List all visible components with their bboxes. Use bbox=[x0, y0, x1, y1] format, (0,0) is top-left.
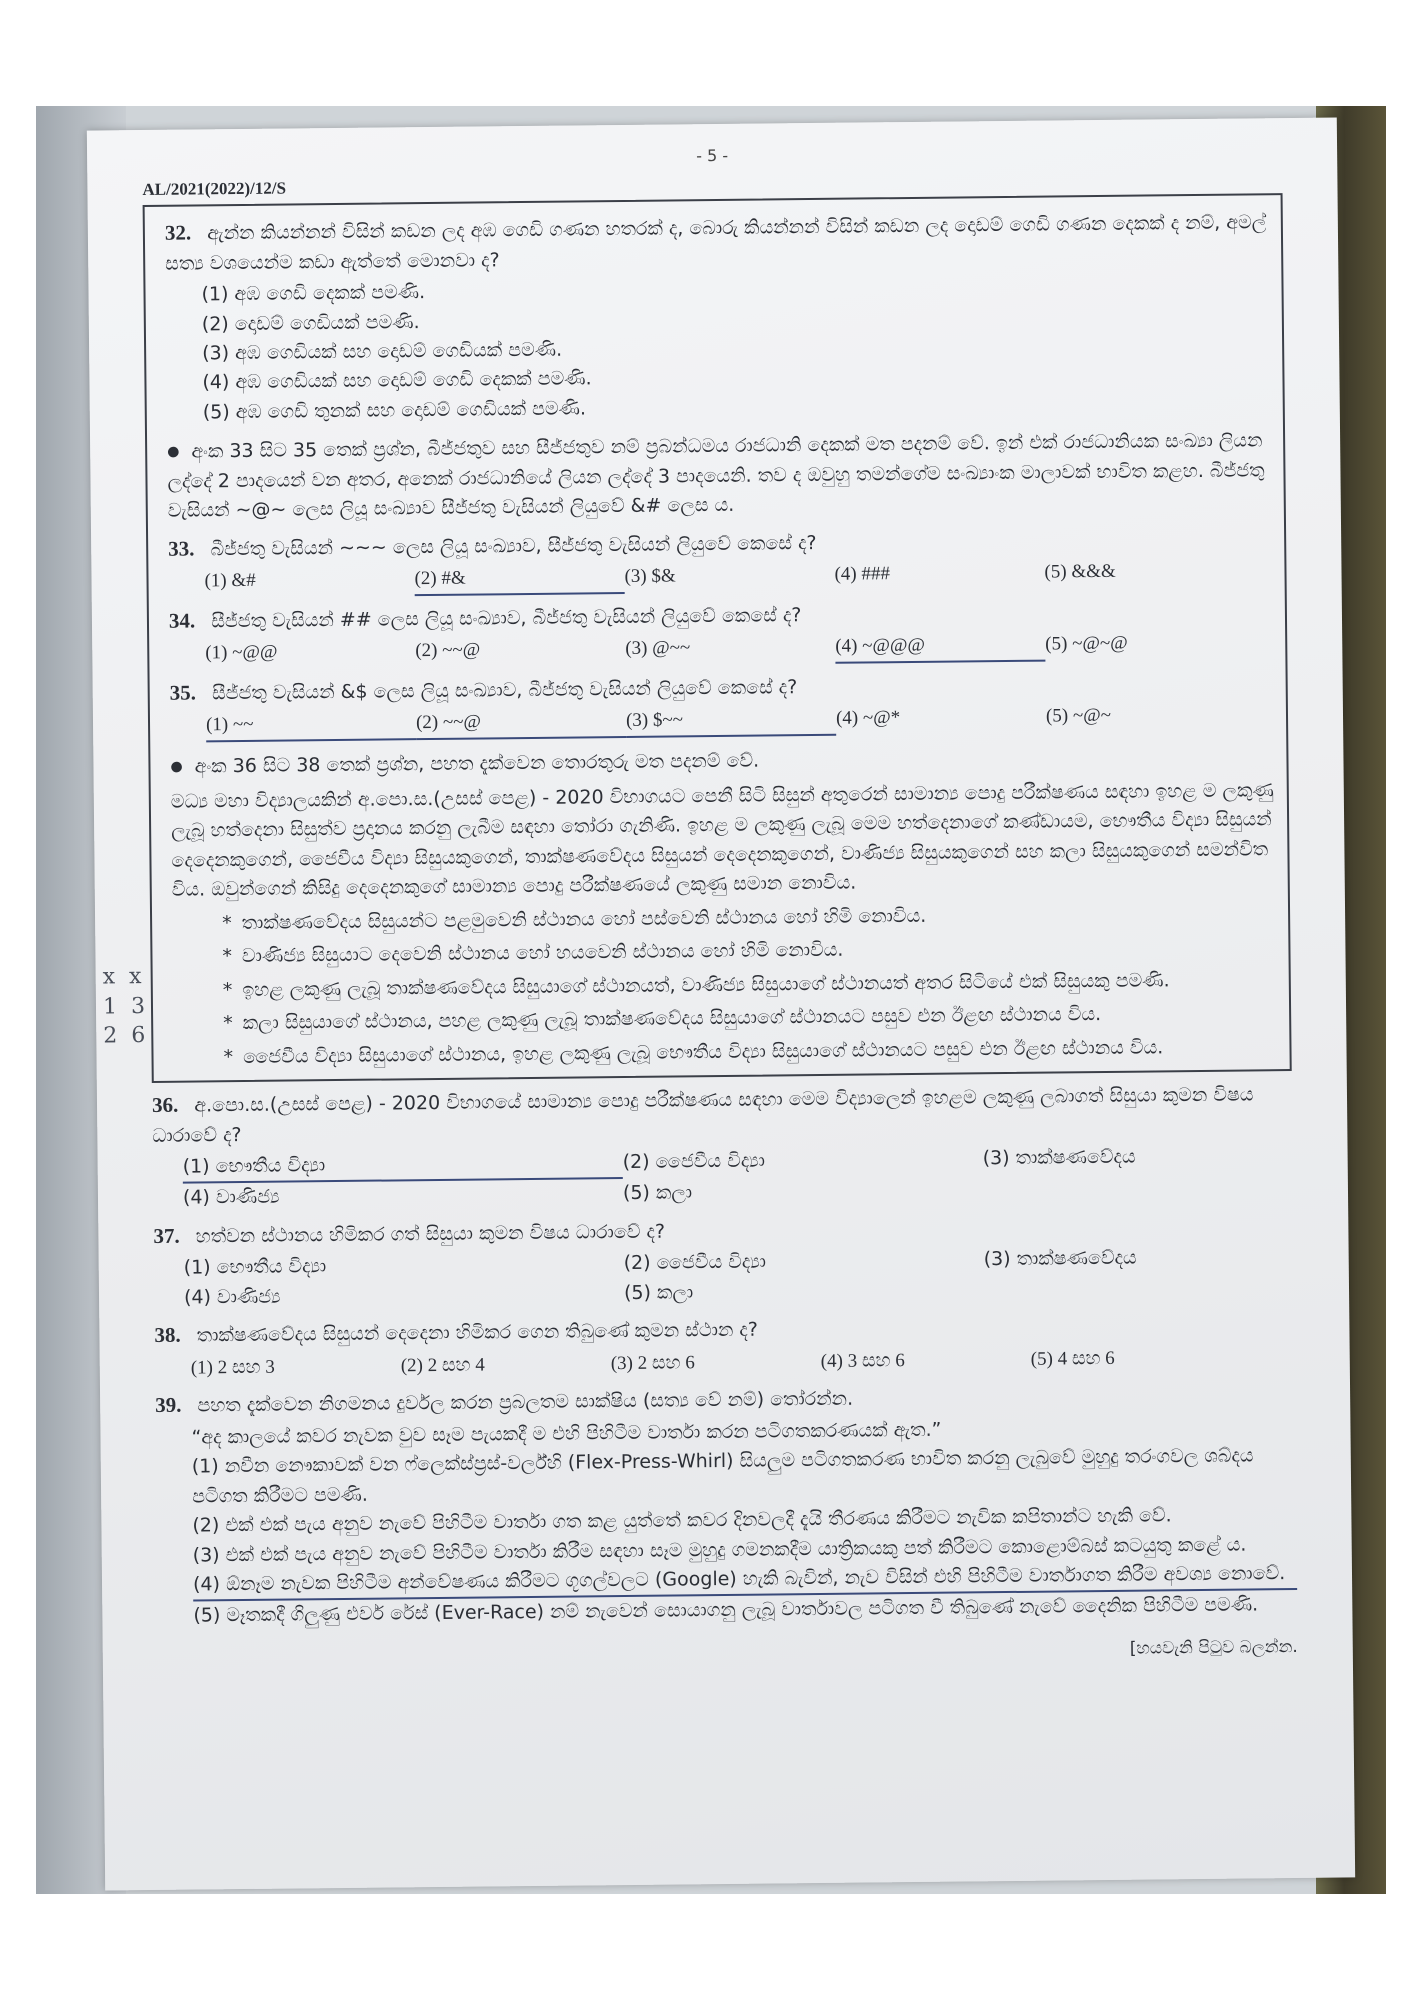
question-number: 34. bbox=[168, 608, 196, 633]
margin-note: 1 bbox=[102, 994, 118, 1020]
question-text: අ.පො.ස.(උසස් පෙළ) - 2020 විභාගයේ සාමාන්‍ය පොදු පරීක්ෂණය සඳහා මෙම විද්‍යාලෙන් ඉහළම ලකුණු ලබාගත් සිසුයා කුමන විෂය ධාරාවේ ද? bbox=[152, 1083, 1254, 1147]
question-number: 36. bbox=[151, 1092, 179, 1117]
question-number: 33. bbox=[168, 536, 195, 561]
option: (3) @~~ bbox=[625, 637, 691, 660]
instruction-36-38: ● අංක 36 සිට 38 තෙක් ප්‍රශ්න, පහත දැක්වෙන තොරතුරු මත පදනම් වේ. bbox=[170, 741, 1276, 782]
option: (2) ~~@ bbox=[416, 706, 626, 740]
option: (2) 2 සහ 4 bbox=[400, 1354, 485, 1377]
option: (5) &&& bbox=[1044, 561, 1116, 583]
questions-frame bbox=[143, 193, 1292, 1083]
option: (1) නවීන නෞකාවක් වන ෆ්ලෙක්ස්ප්‍රස්-වර්ල්හි (Flex-Press-Whirl) සියලුම පටිගතකරණ භාවිත කරනු ලැබුවේ මුහුදු තරංගවල ශබ්දය පටිගත කිරීමට පමණි. bbox=[191, 1444, 1254, 1508]
option: (1) 2 සහ 3 bbox=[190, 1356, 275, 1379]
option: (2) දොඩම් ගෙඩියක් පමණි. bbox=[201, 310, 420, 335]
conclusion-quote: “අද කාලයේ කවර නැවක වුව සෑම පැයකදී ම එහි පිහිටීම වාර්තා කරන පටිගතකරණයක් ඇත.” bbox=[191, 1418, 942, 1449]
condition: * තාක්ෂණවේදය සිසුයන්ට පළමුවෙනි ස්ථානය හෝ පස්වෙනි ස්ථානය හෝ හිමි නොවිය. bbox=[222, 898, 1278, 938]
question-36 bbox=[152, 1077, 1293, 1151]
margin-note: 2 bbox=[103, 1023, 118, 1049]
option: (1) ~~ bbox=[206, 708, 416, 742]
option: (1) ~@@ bbox=[205, 641, 278, 664]
option: (1) භෞතීය විද්‍යා bbox=[183, 1148, 623, 1184]
option: (2) ~~@ bbox=[415, 639, 481, 662]
lower-questions bbox=[152, 1077, 1298, 1672]
option: (4) ### bbox=[834, 563, 891, 585]
handwritten-margin-notes bbox=[103, 962, 184, 1052]
condition: * වාණිජ්‍ය සිසුයාට දෙවෙනි ස්ථානය හෝ හයවෙනි ස්ථානය හෝ හිමි නොවිය. bbox=[222, 931, 1278, 971]
option: (4) වාණිජ්‍ය bbox=[182, 1186, 280, 1210]
margin-note: x bbox=[128, 964, 142, 990]
page-number: - 5 - bbox=[696, 145, 729, 166]
question-text: තාක්ෂණවේදය සිසුයන් දෙදෙනා හිමිකර ගෙන තිබුණේ කුමන ස්ථාන ද? bbox=[196, 1318, 758, 1347]
option: (5) මෑතකදී ගිලුණු එවර් රේස් (Ever-Race) නම් නැවෙන් සොයාගනු ලැබූ වාර්තාවල පටිගත වී තිබුණේ නැවේ දෛනික පිහිටීම පමණි. bbox=[193, 1593, 1259, 1627]
option: (1) අඹ ගෙඩි දෙකක් පමණි. bbox=[201, 281, 426, 306]
option: (4) වාණිජ්‍ය bbox=[183, 1285, 281, 1309]
option: (5) ~@~@ bbox=[1045, 632, 1128, 655]
question-text: හත්වන ස්ථානය හිමිකර ගත් සිසුයා කුමන විෂය ධාරාවේ ද? bbox=[195, 1220, 666, 1248]
option: (3) 2 සහ 6 bbox=[610, 1352, 695, 1374]
option: (4) ඕනෑම නැවක පිහිටීම අන්වේෂණය කිරීමට ගූගල්වලට (Google) හැකි බැවින්, නැව විසින් එහි පිහිටීම වාර්තාගත කිරීම අවශ්‍ය නොවේ. bbox=[193, 1559, 1297, 1602]
option: (2) ජෛවීය විද්‍යා bbox=[622, 1149, 766, 1173]
condition: * කලා සිසුයාගේ ස්ථානය, පහළ ලකුණු ලැබූ තාක්ෂණවේදය සිසුයාගේ ස්ථානයට පසුව එන ඊළඟ ස්ථානය විය. bbox=[223, 998, 1279, 1038]
option: (3) $& bbox=[624, 565, 676, 588]
option: (2) #& bbox=[414, 562, 624, 596]
option: (1) &# bbox=[204, 570, 256, 592]
page-content bbox=[102, 138, 1298, 1672]
option: (2) ජෛවීය විද්‍යා bbox=[623, 1250, 767, 1275]
option: (3) තාක්ෂණවේදය bbox=[983, 1247, 1137, 1271]
option: (3) අඹ ගෙඩියක් සහ දොඩම් ගෙඩියක් පමණි. bbox=[202, 338, 563, 365]
question-text: බීජ්ජතු වැසියන් ~~~ ලෙස ලියූ සංඛ්‍යාව, සීජ්ජතු වැසියන් ලියුවේ කෙසේ ද? bbox=[210, 531, 817, 560]
paper-code: AL/2021(2022)/12/S bbox=[142, 178, 287, 199]
option: (4) ~@@@ bbox=[835, 630, 1045, 664]
option: (2) එක් එක් පැය අනුව නැවේ පිහිටීම වාර්තා ගත කළ යුත්තේ කවර දිනවලදී දැයි තීරණය කිරීමට නැවික කපිතාන්ට හැකි වේ. bbox=[192, 1504, 1172, 1537]
options-grid bbox=[183, 1141, 1294, 1213]
option: (5) කලා bbox=[623, 1281, 694, 1304]
scenario-paragraph: මධ්‍ය මහා විද්‍යාලයකින් අ.පො.ස.(උසස් පෙළ) - 2020 විභාගයට පෙනී සිටි සිසුන් අතුරෙන් සාමාන්‍ය පොදු පරීක්ෂණය සඳහා ඉහළ ම ලකුණු ලැබූ හත්දෙනා සිසුත්ව ප්‍රදානය කරනු ලැබීම සඳහා තෝරා ගැනිණි. ඉහළ ම ලකුණු ලැබූ මෙම හත්දෙනාගේ කණ්ඩායම, භෞතීය විද්‍යා සිසුයන් දෙදෙනකුගෙන්, ජෛවීය විද්‍යා සිසුයකුගෙන්, තාක්ෂණවේදය සිසුයන් දෙදෙනකුගෙන්, වාණිජ්‍ය සිසුයකුගෙන් සහ කලා සිසුයකුගෙන් සමන්විත විය. ඔවුන්ගෙන් කිසිදු දෙදෙනකුගේ සාමාන්‍ය පොදු පරීක්ෂණයේ ලකුණු සමාන නොවිය. bbox=[170, 779, 1274, 902]
option: (4) අඹ ගෙඩියක් සහ දොඩම් ගෙඩි දෙකක් පමණි. bbox=[202, 367, 592, 394]
question-32 bbox=[165, 205, 1272, 279]
question-text: පහත දැක්වෙන නිගමනය දුර්වල කරන ප්‍රබලතම සාක්ෂිය (සත්‍ය වේ නම්) තෝරන්න. bbox=[197, 1387, 854, 1417]
option: (4) 3 සහ 6 bbox=[820, 1349, 905, 1372]
question-text: සීජ්ජතු වැසියන් &$ ලෙස ලියූ සංඛ්‍යාව, බීජ්ජතු වැසියන් ලියුවේ කෙසේ ද? bbox=[211, 675, 798, 704]
next-page-note: [හයවැනි පිටුව බලන්න. bbox=[1129, 1636, 1298, 1659]
margin-note: 3 bbox=[130, 993, 146, 1019]
option: (3) තාක්ෂණවේදය bbox=[982, 1145, 1136, 1170]
question-text: ඇන්න කියන්නන් විසින් කඩන ලද අඹ ගෙඩි ගණන හතරක් ද, බොරු කියන්නන් විසින් කඩන ලද දොඩම් ගෙඩි ගණන දෙකක් ද නම්, අමල් සත්‍ය වශයෙන්ම කඩා ඇත්තේ මොනවා ද? bbox=[165, 211, 1267, 275]
question-number: 35. bbox=[169, 680, 197, 705]
condition: * ජෛවීය විද්‍යා සිසුයාගේ ස්ථානය, ඉහළ ලකුණු ලැබූ භෞතීය විද්‍යා සිසුයාගේ ස්ථානයට පසුව එන ඊළඟ ස්ථානය විය. bbox=[223, 1032, 1279, 1072]
exam-paper-sheet bbox=[87, 118, 1355, 1891]
photo bbox=[36, 106, 1386, 1894]
option: (3) එක් එක් පැය අනුව නැවේ පිහිටීම වාර්තා කිරීම සඳහා සෑම මුහුදු ගමනකදීම යාත්‍රිකයකු පත් කිරීමට කොළොම්බස් කටයුතු කළේ ය. bbox=[192, 1533, 1247, 1567]
condition: * ඉහළ ලකුණු ලැබූ තාක්ෂණවේදය සිසුයාගේ ස්ථානයත්, වාණිජ්‍ය සිසුයාගේ ස්ථානයත් අතර සිටියේ එක් සිසුයකු පමණි. bbox=[223, 965, 1279, 1005]
options-grid bbox=[184, 1242, 1295, 1312]
option: (5) අඹ ගෙඩි තුනක් සහ දොඩම් ගෙඩියක් පමණි. bbox=[202, 397, 587, 424]
margin-note: x bbox=[102, 964, 116, 990]
question-number: 38. bbox=[154, 1322, 181, 1348]
option: (5) ~@~ bbox=[1045, 705, 1112, 727]
option: (3) $~~ bbox=[626, 704, 836, 738]
option: (1) භෞතීය විද්‍යා bbox=[183, 1255, 327, 1279]
question-number: 32. bbox=[164, 220, 192, 245]
option: (5) කලා bbox=[622, 1181, 693, 1205]
option: (5) 4 සහ 6 bbox=[1030, 1347, 1115, 1370]
question-number: 37. bbox=[153, 1223, 180, 1248]
margin-note: 6 bbox=[131, 1023, 146, 1049]
question-number: 39. bbox=[155, 1392, 182, 1418]
question-text: සීජ්ජතු වැසියන් ## ලෙස ලියූ සංඛ්‍යාව, බීජ්ජතු වැසියන් ලියුවේ කෙසේ ද? bbox=[211, 603, 802, 632]
instruction-33-35: ● අංක 33 සිට 35 තෙක් ප්‍රශ්න, බීජ්ජතුව සහ සීජ්ජතුව නම් ප්‍රබන්ධමය රාජධානි දෙකක් මත පදනම් වේ. ඉන් එක් රාජධානියක සංඛ්‍යා ලියන ලද්දේ 2 පාදයෙන් වන අතර, අනෙක් රාජධානියේ ලියන ලද්දේ 3 පාදයෙනි. තව ද ඔවුහු තමන්ගේම සංඛ්‍යාංක මාලාවක් භාවිත කළහ. බීජ්ජතු වැසියන් ~@~ ලෙස ලියූ සංඛ්‍යාව සීජ්ජතු වැසියන් ලියුවේ &# ලෙස ය. bbox=[167, 427, 1274, 527]
option: (4) ~@* bbox=[835, 707, 901, 729]
